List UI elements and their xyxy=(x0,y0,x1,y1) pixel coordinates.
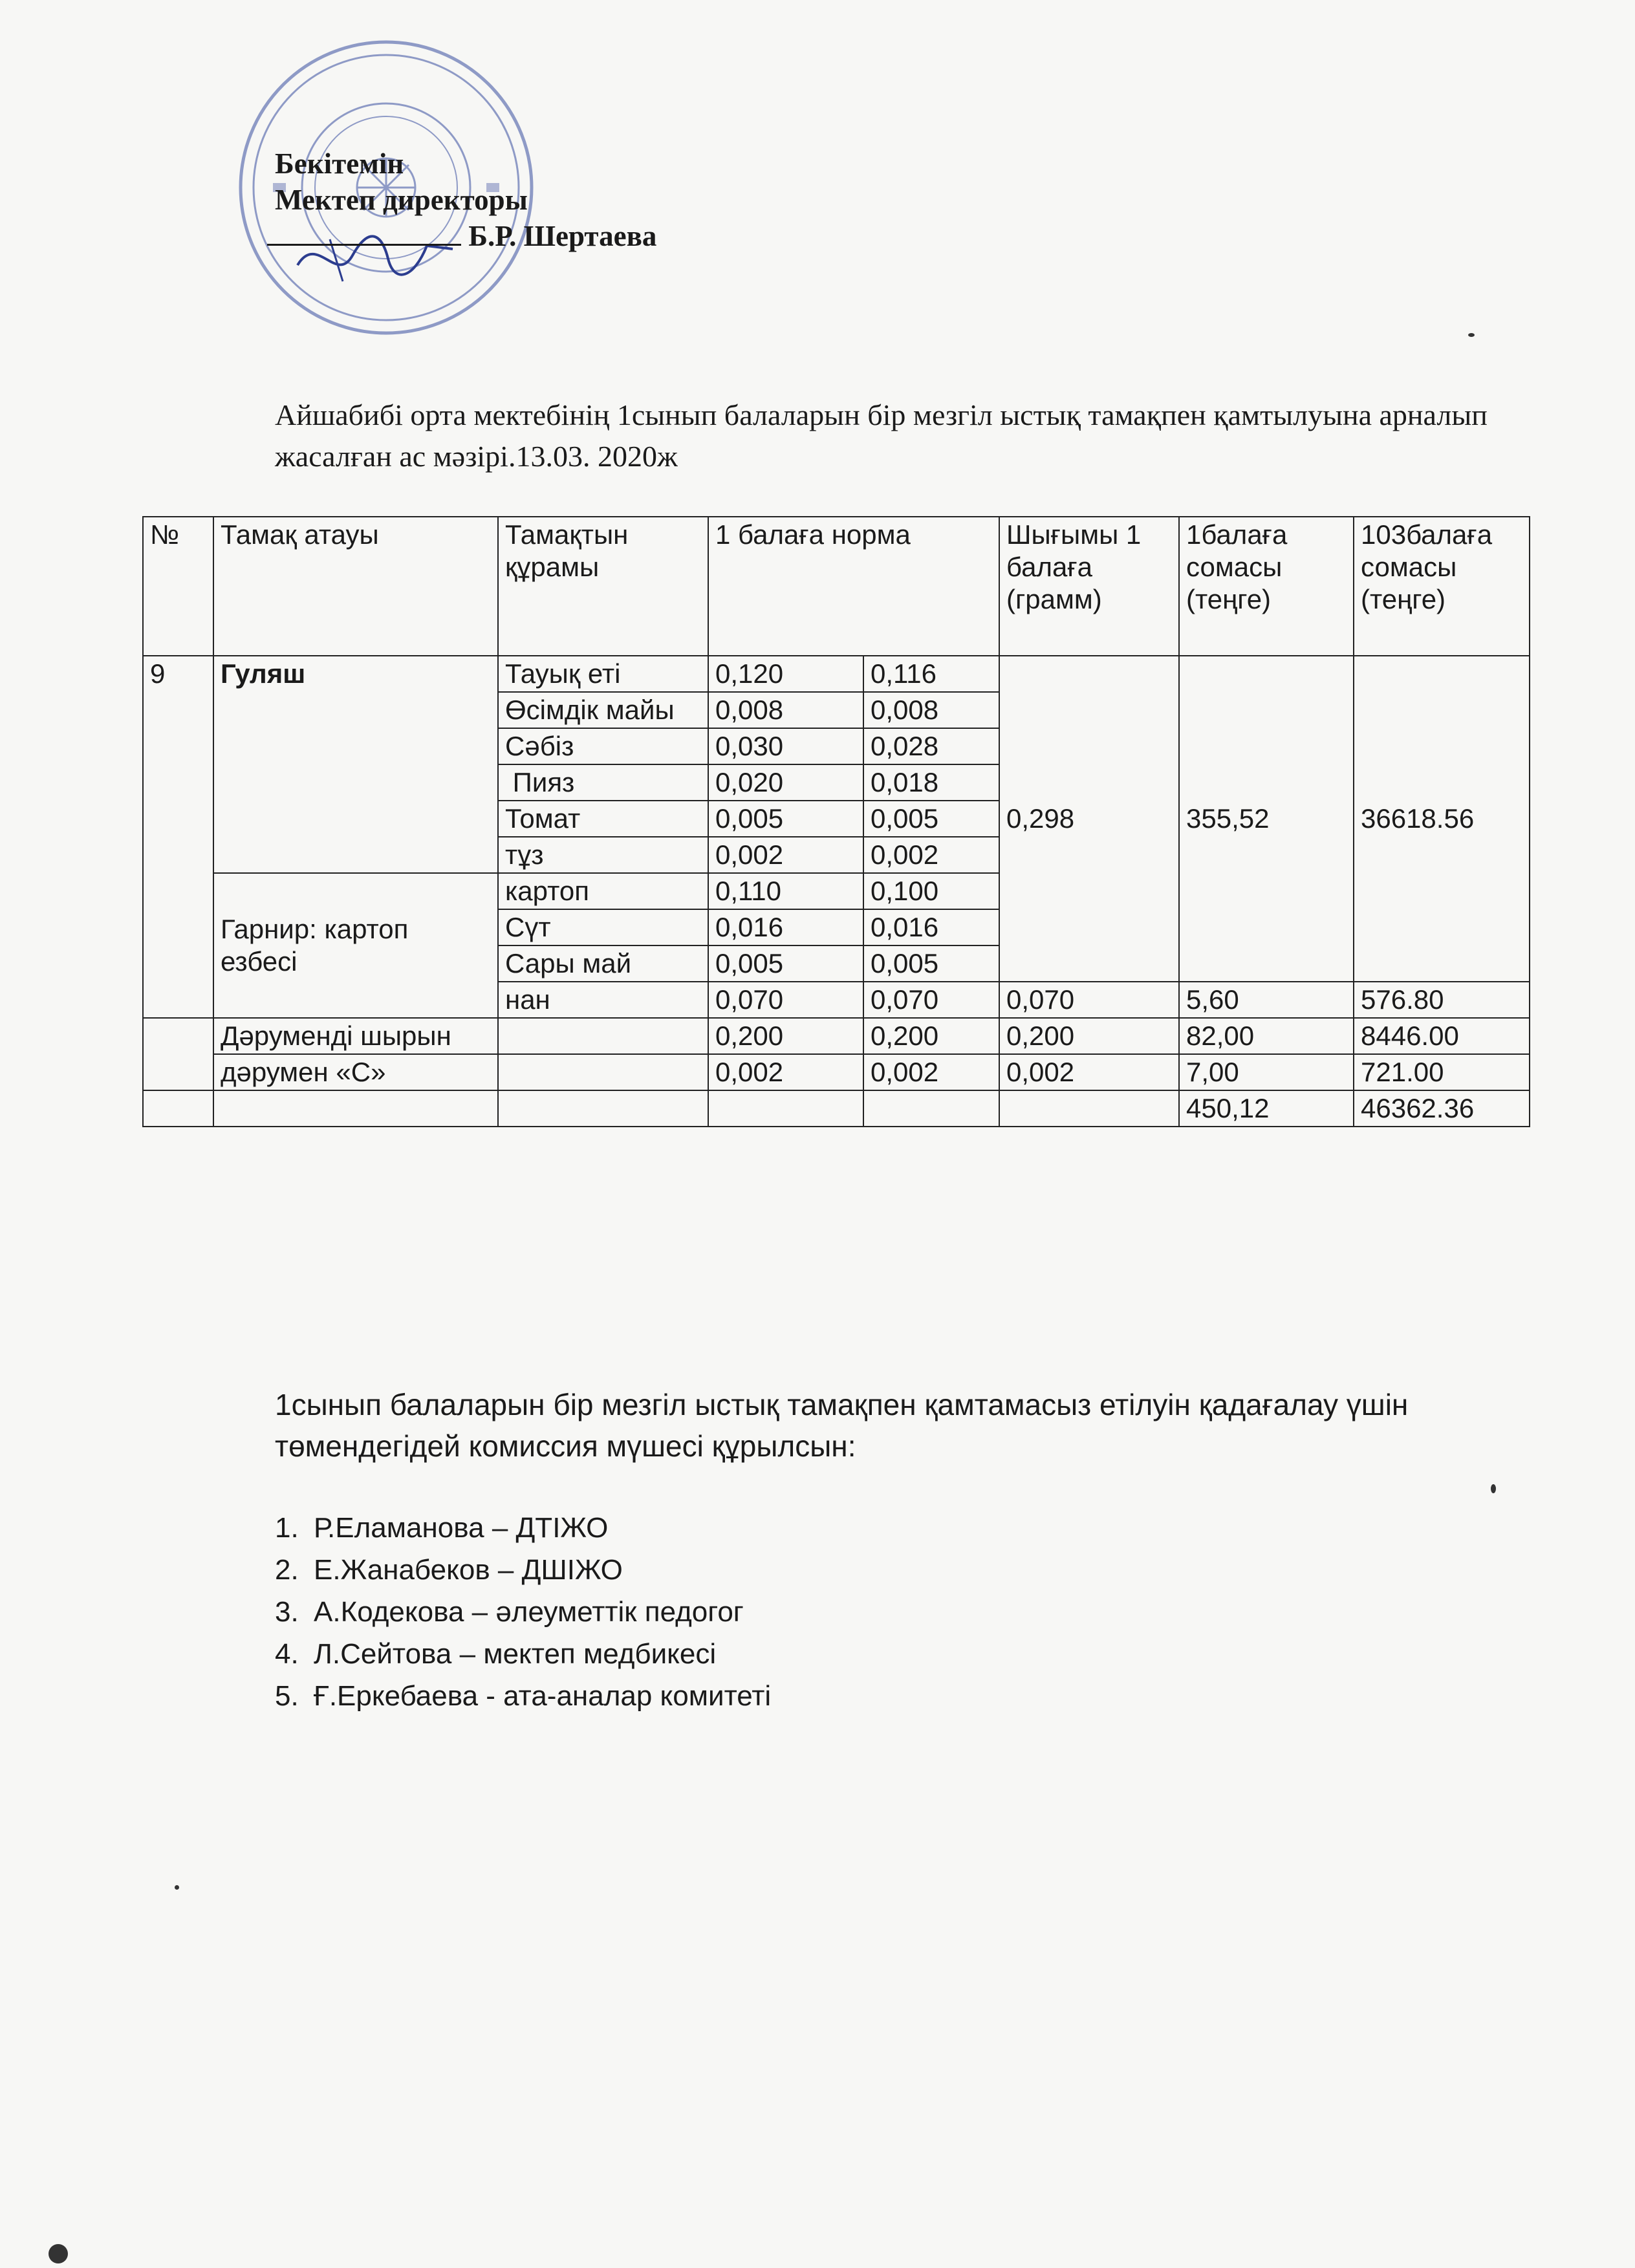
ingredient-norm: 0,120 xyxy=(708,656,863,692)
table-row xyxy=(143,1054,1530,1090)
empty-cell xyxy=(498,1090,708,1127)
member-text: Ғ.Еркебаева - ата-аналар комитеті xyxy=(314,1680,772,1712)
table-row xyxy=(143,1018,1530,1054)
approval-name-line xyxy=(275,218,656,254)
list-item xyxy=(275,1549,771,1591)
empty-cell xyxy=(498,1018,708,1054)
main-sum-1: 355,52 xyxy=(1179,656,1354,982)
juice-sum-103: 8446.00 xyxy=(1354,1018,1530,1054)
member-text: Р.Еламанова – ДТІЖО xyxy=(314,1512,609,1544)
header-cell: № xyxy=(143,517,213,656)
vitamin-name: дәрумен «С» xyxy=(213,1054,498,1090)
member-text: Е.Жанабеков – ДШІЖО xyxy=(314,1554,623,1586)
bread-sum-103: 576.80 xyxy=(1354,982,1530,1018)
main-sum-103: 36618.56 xyxy=(1354,656,1530,982)
list-item xyxy=(275,1633,771,1675)
ingredient-norm: 0,016 xyxy=(708,909,863,945)
approval-position: Мектеп директоры xyxy=(275,184,528,216)
vitamin-yield: 0,002 xyxy=(999,1054,1179,1090)
vitamin-norm: 0,002 xyxy=(708,1054,863,1090)
ingredient-name: Сары май xyxy=(498,945,708,982)
member-text: Л.Сейтова – мектеп медбикесі xyxy=(314,1638,717,1670)
list-number: 2. xyxy=(275,1554,299,1586)
list-number: 1. xyxy=(275,1512,299,1544)
vitamin-sum-103: 721.00 xyxy=(1354,1054,1530,1090)
ingredient-norm2: 0,016 xyxy=(863,909,999,945)
bread-name: нан xyxy=(498,982,708,1018)
juice-yield: 0,200 xyxy=(999,1018,1179,1054)
vitamin-norm2: 0,002 xyxy=(863,1054,999,1090)
ingredient-name: Сүт xyxy=(498,909,708,945)
list-number: 4. xyxy=(275,1638,299,1670)
list-number: 5. xyxy=(275,1680,299,1712)
dish-number: 9 xyxy=(143,656,213,1018)
ingredient-name: картоп xyxy=(498,873,708,909)
dish-name: Гуляш xyxy=(213,656,498,873)
empty-cell xyxy=(143,1090,213,1127)
ingredient-norm2: 0,116 xyxy=(863,656,999,692)
ingredient-norm2: 0,028 xyxy=(863,728,999,764)
list-item xyxy=(275,1591,771,1633)
garnish-name: Гарнир: картоп езбесі xyxy=(213,873,498,1018)
document-title: Айшабибі орта мектебінің 1сынып балаларын бір мезгіл ыстық тамақпен қамтылуына арналып жасалған ас мәзірі.13.03. 2020ж xyxy=(275,398,1488,473)
menu-table xyxy=(142,516,1530,1127)
ingredient-norm2: 0,002 xyxy=(863,837,999,873)
juice-name: Дәруменді шырын xyxy=(213,1018,498,1054)
approval-name: Б.Р. Шертаева xyxy=(468,220,657,252)
list-number: 3. xyxy=(275,1596,299,1628)
ingredient-norm: 0,030 xyxy=(708,728,863,764)
approval-title: Бекітемін xyxy=(275,147,404,180)
ingredient-norm: 0,110 xyxy=(708,873,863,909)
header-cell: Шығымы 1 балаға (грамм) xyxy=(999,517,1179,656)
ingredient-name: Сәбіз xyxy=(498,728,708,764)
total-sum-103: 46362.36 xyxy=(1354,1090,1530,1127)
header-cell: Тамақтын құрамы xyxy=(498,517,708,656)
ingredient-norm: 0,005 xyxy=(708,801,863,837)
empty-cell xyxy=(213,1090,498,1127)
header-cell: 103балаға сомасы (теңге) xyxy=(1354,517,1530,656)
scan-speck xyxy=(1491,1484,1496,1493)
header-cell: 1балаға сомасы (теңге) xyxy=(1179,517,1354,656)
total-sum-1: 450,12 xyxy=(1179,1090,1354,1127)
ingredient-name: Өсімдік майы xyxy=(498,692,708,728)
ingredient-norm2: 0,005 xyxy=(863,801,999,837)
bread-sum-1: 5,60 xyxy=(1179,982,1354,1018)
table-header-row xyxy=(143,517,1530,656)
ingredient-norm2: 0,008 xyxy=(863,692,999,728)
ingredient-name: Пияз xyxy=(498,764,708,801)
empty-cell xyxy=(498,1054,708,1090)
scan-speck xyxy=(1468,333,1475,337)
bread-norm2: 0,070 xyxy=(863,982,999,1018)
juice-sum-1: 82,00 xyxy=(1179,1018,1354,1054)
juice-norm2: 0,200 xyxy=(863,1018,999,1054)
ingredient-name: тұз xyxy=(498,837,708,873)
ingredient-norm2: 0,005 xyxy=(863,945,999,982)
header-cell: Тамақ атауы xyxy=(213,517,498,656)
empty-cell xyxy=(708,1090,863,1127)
scan-speck xyxy=(49,2244,68,2263)
bread-norm: 0,070 xyxy=(708,982,863,1018)
approval-block xyxy=(275,146,656,254)
header-cell: 1 балаға норма xyxy=(708,517,999,656)
ingredient-norm2: 0,018 xyxy=(863,764,999,801)
ingredient-norm: 0,008 xyxy=(708,692,863,728)
ingredient-norm: 0,005 xyxy=(708,945,863,982)
list-item xyxy=(275,1507,771,1549)
member-text: А.Кодекова – әлеуметтік педогог xyxy=(314,1596,744,1628)
signature-line xyxy=(267,244,461,246)
list-item xyxy=(275,1675,771,1717)
empty-cell xyxy=(143,1018,213,1090)
ingredient-name: Томат xyxy=(498,801,708,837)
empty-cell xyxy=(863,1090,999,1127)
scan-speck xyxy=(175,1885,179,1890)
ingredient-norm2: 0,100 xyxy=(863,873,999,909)
ingredient-norm: 0,020 xyxy=(708,764,863,801)
table-row xyxy=(143,656,1530,692)
total-row xyxy=(143,1090,1530,1127)
vitamin-sum-1: 7,00 xyxy=(1179,1054,1354,1090)
bread-yield: 0,070 xyxy=(999,982,1179,1018)
commission-list xyxy=(275,1507,771,1717)
ingredient-name: Тауық еті xyxy=(498,656,708,692)
empty-cell xyxy=(999,1090,1179,1127)
ingredient-norm: 0,002 xyxy=(708,837,863,873)
juice-norm: 0,200 xyxy=(708,1018,863,1054)
main-yield: 0,298 xyxy=(999,656,1179,982)
commission-note: 1сынып балаларын бір мезгіл ыстық тамақпен қамтамасыз етілуін қадағалау үшін төмендегідей комиссия мүшесі құрылсын: xyxy=(275,1388,1409,1463)
